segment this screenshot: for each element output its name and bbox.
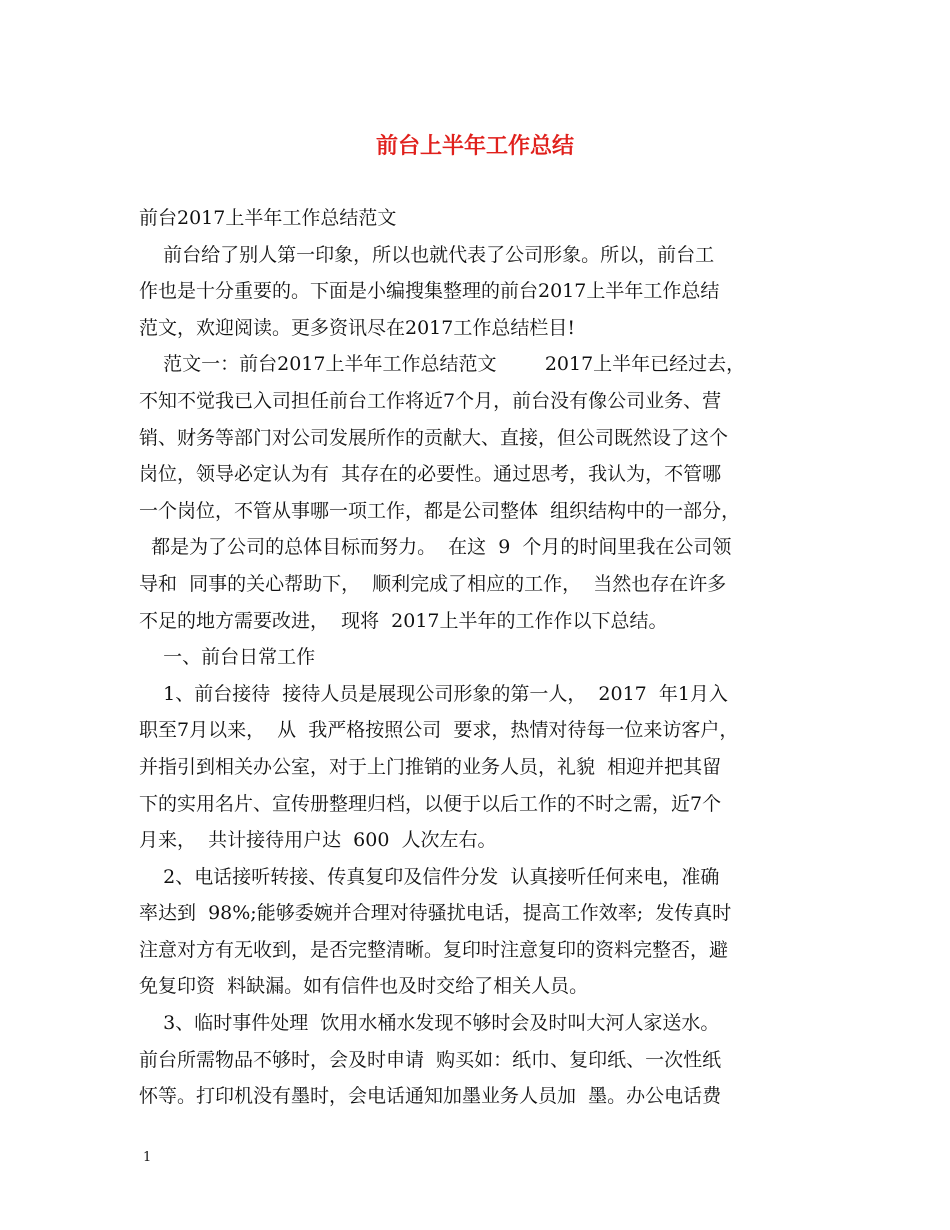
- body-line: 作也是十分重要的。下面是小编搜集整理的前台2017上半年工作总结: [139, 280, 720, 303]
- body-line: 范文，欢迎阅读。更多资讯尽在2017工作总结栏目!: [139, 316, 575, 339]
- body-line: 职至7月以来， 从 我严格按照公司 要求，热情对待每一位来访客户，: [139, 719, 739, 742]
- body-line: 岗位，领导必定认为有 其存在的必要性。通过思考，我认为，不管哪: [139, 463, 722, 486]
- body-line: 导和 同事的关心帮助下， 顺利完成了相应的工作， 当然也存在许多: [139, 572, 727, 595]
- body-line: 前台所需物品不够时，会及时申请 购买如：纸巾、复印纸、一次性纸: [139, 1048, 722, 1071]
- body-line: 2、电话接听转接、传真复印及信件分发 认真接听任何来电，准确: [139, 865, 720, 888]
- body-line: 3、临时事件处理 饮用水桶水发现不够时会及时叫大河人家送水。: [139, 1012, 720, 1035]
- body-line: 不足的地方需要改进， 现将 2017上半年的工作作以下总结。: [139, 609, 668, 632]
- body-line: 1、前台接待 接待人员是展现公司形象的第一人， 2017 年1月入: [139, 682, 728, 705]
- body-line: 一个岗位，不管从事哪一项工作，都是公司整体 组织结构中的一部分，: [139, 499, 741, 522]
- body-line: 怀等。打印机没有墨时，会电话通知加墨业务人员加 墨。办公电话费: [139, 1085, 722, 1108]
- body-line: 范文一：前台2017上半年工作总结范文 2017上半年已经过去，: [139, 353, 746, 376]
- body-line: 前台给了别人第一印象，所以也就代表了公司形象。所以，前台工: [139, 243, 715, 266]
- body-line: 率达到 98%;能够委婉并合理对待骚扰电话，提高工作效率; 发传真时: [139, 902, 732, 925]
- body-line: 并指引到相关办公室，对于上门推销的业务人员，礼貌 相迎并把其留: [139, 755, 722, 778]
- document-title: 前台上半年工作总结: [375, 134, 574, 159]
- body-line: 销、财务等部门对公司发展所作的贡献大、直接，但公司既然设了这个: [139, 426, 729, 449]
- body-line: 月来， 共计接待用户达 600 人次左右。: [139, 829, 497, 852]
- page-number: 1: [143, 1150, 152, 1165]
- body-line: 前台2017上半年工作总结范文: [139, 207, 397, 229]
- document-body: [139, 200, 819, 1115]
- body-line: 下的实用名片、宣传册整理归档，以便于以后工作的不时之需，近7个: [139, 792, 722, 815]
- body-line: 一、前台日常工作: [139, 646, 316, 669]
- body-line: 不知不觉我已入司担任前台工作将近7个月，前台没有像公司业务、营: [139, 389, 722, 412]
- body-line: 免复印资 料缺漏。如有信件也及时交给了相关人员。: [139, 975, 589, 998]
- body-line: 都是为了公司的总体目标而努力。 在这 9 个月的时间里我在公司领: [139, 536, 732, 559]
- body-line: 注意对方有无收到，是否完整清晰。复印时注意复印的资料完整否，避: [139, 938, 729, 961]
